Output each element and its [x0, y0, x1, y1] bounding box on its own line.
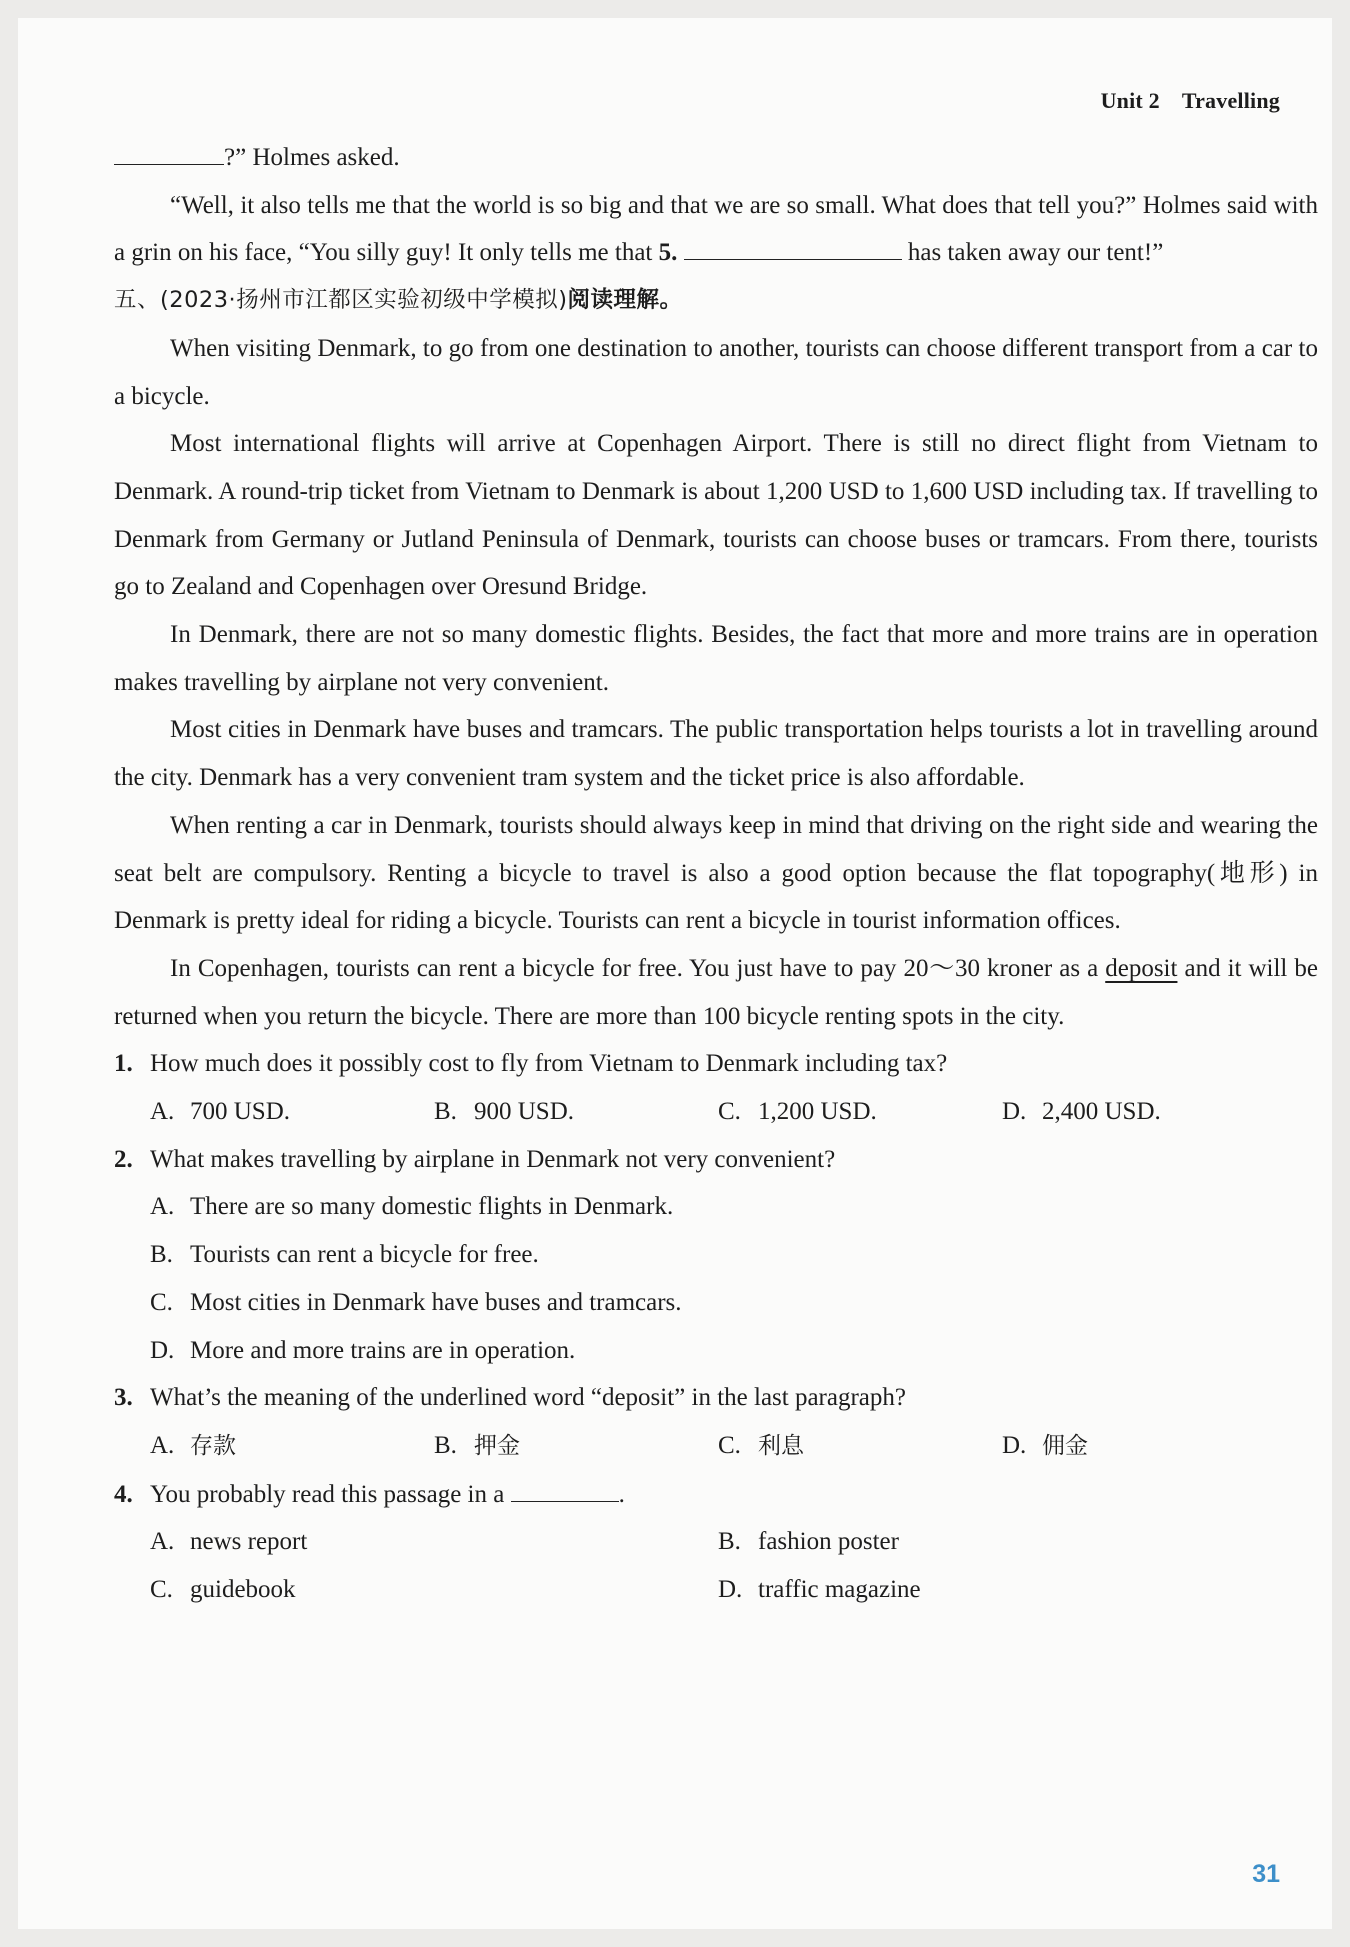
question-3-options: [114, 1422, 1318, 1471]
question-1-options: [114, 1088, 1318, 1136]
page-content: [114, 134, 1318, 1614]
option-d[interactable]: D. 2,400 USD.: [1002, 1098, 1161, 1126]
blank-number-5: 5.: [658, 239, 678, 267]
option-b[interactable]: B. fashion poster: [718, 1528, 899, 1556]
workbook-page: [18, 18, 1332, 1929]
header-unit: Unit 2: [1100, 88, 1160, 113]
option-c[interactable]: C. 1,200 USD.: [718, 1098, 877, 1126]
passage-paragraph-4: Most cities in Denmark have buses and tramcars. The public transportation helps tourists a lot in travelling around the city. Denmark has a very convenient tram system and the ticket price is also affordable.: [114, 716, 1318, 792]
passage-paragraph-3: In Denmark, there are not so many domestic flights. Besides, the fact that more and more trains are in operation makes travelling by airplane not very convenient.: [114, 621, 1318, 696]
section-task: 阅读理解。: [567, 287, 683, 314]
option-b[interactable]: B. 900 USD.: [434, 1098, 575, 1126]
question-text: How much does it possibly cost to fly from Vietnam to Denmark including tax?: [150, 1050, 948, 1078]
question-4-options-row-1: [114, 1518, 1318, 1566]
option-b[interactable]: B. Tourists can rent a bicycle for free.: [150, 1241, 539, 1269]
section-label: 五、: [114, 287, 161, 314]
question-1: [114, 1040, 1318, 1088]
question-3: [114, 1374, 1318, 1422]
option-d[interactable]: D. 佣金: [1002, 1431, 1088, 1459]
question-number: 2.: [114, 1145, 133, 1173]
page-number: 31: [1252, 1860, 1280, 1888]
question-2: [114, 1136, 1318, 1184]
story-paragraph-2: “Well, it also tells me that the world is so big and that we are so small. What does that tell you?” Holmes said with a grin on his face, “You silly guy! It only tells me that 5. has taken away our tent!”: [114, 191, 1318, 267]
option-d[interactable]: D. More and more trains are in operation.: [150, 1336, 576, 1364]
header-title: Travelling: [1181, 88, 1280, 113]
option-a[interactable]: A. There are so many domestic flights in Denmark.: [150, 1193, 674, 1221]
passage-paragraph-1: When visiting Denmark, to go from one destination to another, tourists can choose different transport from a car to a bicycle.: [114, 334, 1318, 410]
question-4: [114, 1471, 1318, 1519]
answer-blank-4[interactable]: [114, 138, 224, 165]
question-number: 1.: [114, 1050, 133, 1078]
option-a[interactable]: A. 存款: [150, 1431, 236, 1459]
section-heading: [114, 277, 1318, 325]
option-d[interactable]: D. traffic magazine: [718, 1576, 921, 1604]
answer-blank-5[interactable]: [684, 233, 902, 260]
option-a[interactable]: A. news report: [150, 1528, 308, 1556]
passage-paragraph-6: In Copenhagen, tourists can rent a bicycle for free. You just have to pay 20～30 kroner as a deposit and it will be returned when you return the bicycle. There are more than 100 bicycle renting spots in the city.: [114, 954, 1318, 1030]
answer-blank-question-4[interactable]: [511, 1475, 619, 1502]
underlined-word-deposit: deposit: [1105, 954, 1178, 982]
question-4-options-row-2: [114, 1566, 1318, 1614]
question-text: You probably read this passage in a .: [150, 1471, 625, 1519]
option-a[interactable]: A. 700 USD.: [150, 1098, 291, 1126]
running-header: [1101, 88, 1280, 114]
option-b[interactable]: B. 押金: [434, 1431, 520, 1459]
section-source: (2023·扬州市江都区实验初级中学模拟): [160, 287, 568, 314]
option-c[interactable]: C. Most cities in Denmark have buses and tramcars.: [150, 1288, 682, 1316]
question-text: What’s the meaning of the underlined word “deposit” in the last paragraph?: [150, 1384, 906, 1412]
question-number: 4.: [114, 1480, 133, 1508]
passage-paragraph-2: Most international flights will arrive at Copenhagen Airport. There is still no direct flight from Vietnam to Denmark. A round-trip ticket from Vietnam to Denmark is about 1,200 USD to 1,600 USD including tax. If travelling to Denmark from Germany or Jutland Peninsula of Denmark, tourists can choose buses or tramcars. From there, tourists go to Zealand and Copenhagen over Oresund Bridge.: [114, 430, 1318, 601]
question-text: What makes travelling by airplane in Denmark not very convenient?: [150, 1145, 836, 1173]
story-line-1: ?” Holmes asked.: [114, 134, 1318, 182]
option-c[interactable]: C. 利息: [718, 1431, 804, 1459]
passage-paragraph-5: When renting a car in Denmark, tourists should always keep in mind that driving on the right side and wearing the seat belt are compulsory. Renting a bicycle to travel is also a good option because the flat topography(地形) in Denmark is pretty ideal for riding a bicycle. Tourists can rent a bicycle in tourist information offices.: [114, 811, 1318, 935]
option-c[interactable]: C. guidebook: [150, 1576, 296, 1604]
question-number: 3.: [114, 1384, 133, 1412]
